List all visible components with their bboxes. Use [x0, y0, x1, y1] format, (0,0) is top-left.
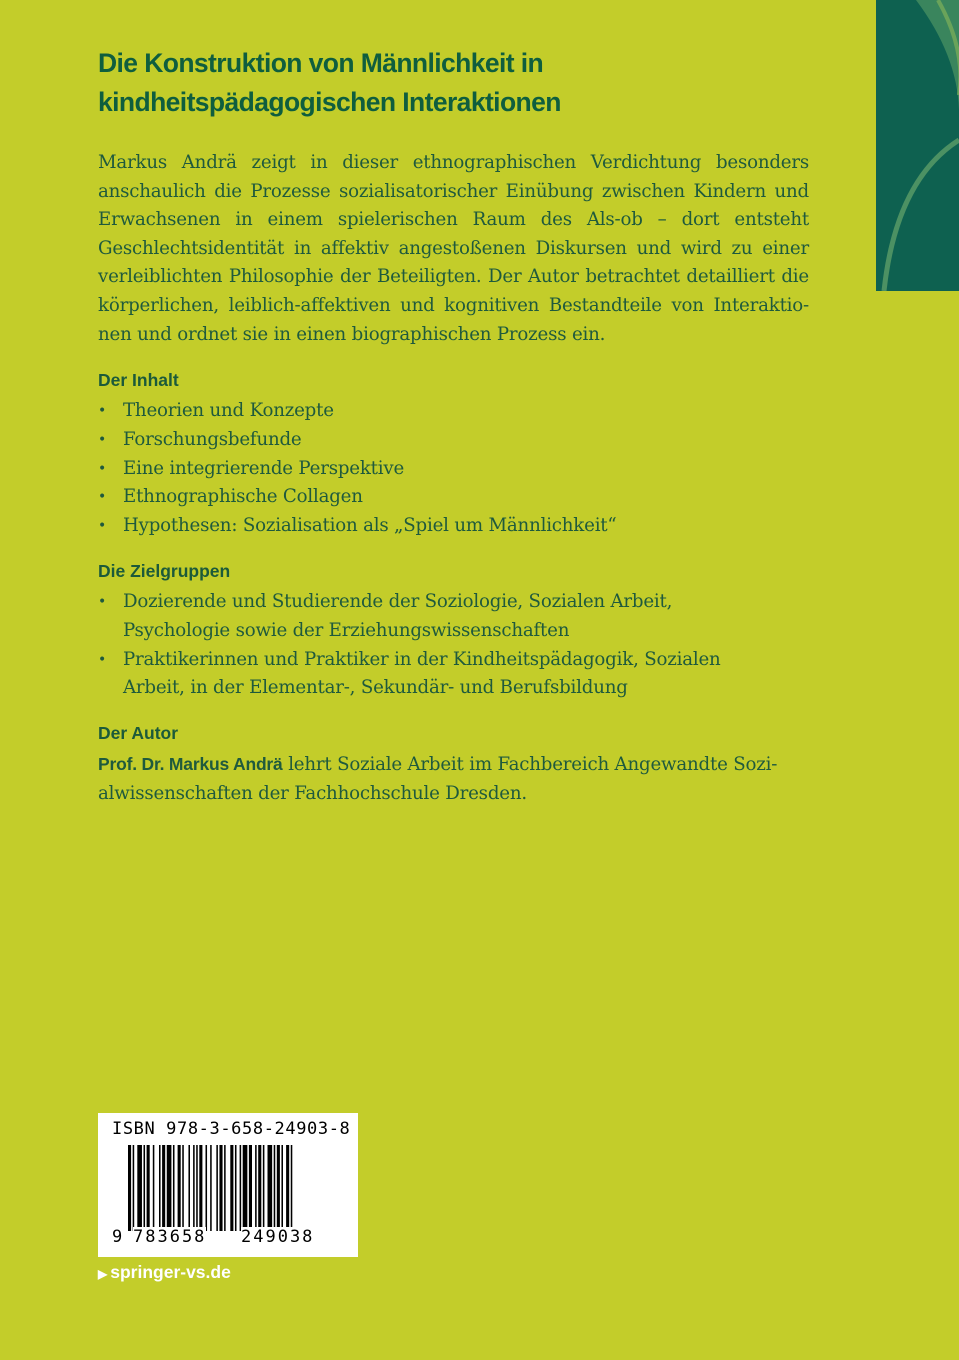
- audience-list: [98, 588, 738, 703]
- publisher-url: springer-vs.de: [110, 1262, 231, 1282]
- list-item: • Hypothesen: Sozialisation als „Spiel um Männlichkeit“: [98, 512, 738, 541]
- isbn-label: ISBN 978-3-658-24903-8: [112, 1119, 351, 1139]
- audience-heading: Die Zielgruppen: [98, 561, 231, 581]
- list-item: • Eine integrierende Perspektive: [98, 455, 738, 484]
- list-item: • Forschungsbefunde: [98, 426, 738, 455]
- corner-decoration: [876, 0, 959, 291]
- book-title: Die Konstruktion von Männlichkeit in kindheitspädagogischen Interaktionen: [98, 48, 561, 117]
- bullet-icon: •: [98, 403, 107, 419]
- bullet-icon: •: [98, 431, 107, 448]
- list-item: • Theorien und Konzepte: [98, 397, 738, 426]
- contents-heading: Der Inhalt: [98, 370, 179, 390]
- bullet-icon: •: [98, 594, 107, 610]
- list-item: • Dozierende und Studierende der Soziologie, Sozialen Arbeit, Psychologie sowie der Erziehungswissenschaften: [98, 588, 738, 646]
- author-bio: [98, 750, 809, 809]
- barcode-digits-right: 249038: [241, 1227, 315, 1247]
- list-item: • Praktikerinnen und Praktiker in der Kindheitspädagogik, Sozialen Arbeit, in der Elementar-, Sekundär- und Berufsbildung: [98, 646, 738, 704]
- list-item: • Ethnographische Collagen: [98, 483, 738, 512]
- book-description: Markus Andrä zeigt in dieser ethnographischen Verdichtung besonders anschaulich die Prozesse sozialisatorischer Einübung zwischen Kindern und Erwachsenen in einem spielerischen Raum des Als-ob – dort entsteht Geschlechtsidentität in affektiv angestoßenen Diskursen und wird zu einer verleiblichten Philosophie der Beteiligten. Der Autor betrachtet detailliert die körperlichen, leiblich-affektiven und kognitiven Bestandteile von Interaktio-nen und ordnet sie in einen biographischen Prozess ein.: [98, 152, 809, 345]
- barcode-digits-left: 783658: [133, 1227, 207, 1247]
- publisher-link[interactable]: [98, 1262, 231, 1283]
- triangle-right-icon: ▶: [98, 1267, 108, 1281]
- barcode-digit-first: 9: [112, 1227, 123, 1247]
- author-name: Prof. Dr. Markus Andrä: [98, 754, 283, 774]
- author-text: lehrt Soziale Arbeit im Fachbereich Angewandte Sozi-alwissenschaften der Fachhochschule Dresden.: [98, 754, 778, 804]
- contents-list: [98, 397, 738, 541]
- curve-decoration: [876, 0, 959, 291]
- isbn-barcode: [98, 1113, 358, 1257]
- author-heading: Der Autor: [98, 723, 179, 743]
- barcode-digits: [98, 1113, 358, 1257]
- bullet-icon: •: [98, 460, 107, 477]
- bullet-icon: •: [98, 489, 107, 506]
- bullet-icon: •: [98, 651, 107, 668]
- bullet-icon: •: [98, 518, 107, 535]
